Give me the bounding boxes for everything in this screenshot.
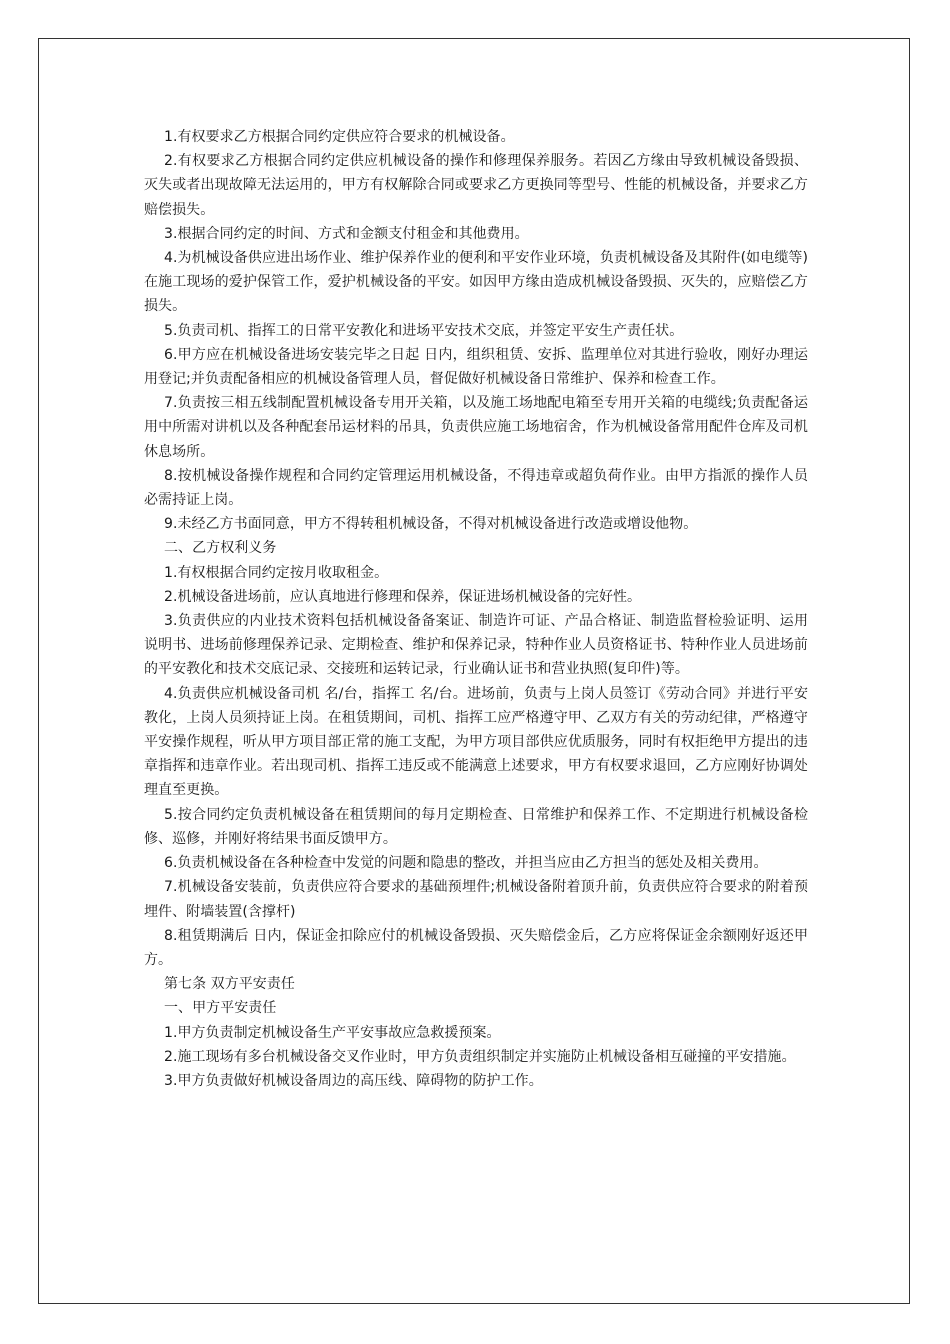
paragraph: 6.甲方应在机械设备进场安装完毕之日起 日内，组织租赁、安拆、监理单位对其进行验收，刚好办理运用登记;并负责配备相应的机械设备管理人员，督促做好机械设备日常维护、保养和检查工作。 xyxy=(144,346,808,388)
paragraph: 7.负责按三相五线制配置机械设备专用开关箱，以及施工场地配电箱至专用开关箱的电缆线;负责配备运用中所需对讲机以及各种配套吊运材料的吊具，负责供应施工场地宿舍，作为机械设备常用配件仓库及司机休息场所。 xyxy=(144,395,808,460)
article-heading: 第七条 双方平安责任 xyxy=(164,976,295,993)
paragraph: 3.负责供应的内业技术资料包括机械设备备案证、制造许可证、产品合格证、制造监督检验证明、运用说明书、进场前修理保养记录、定期检查、维护和保养记录，特种作业人员资格证书、特种作业人员进场前的平安教化和技术交底记录、交接班和运转记录，行业确认证书和营业执照(复印件)等。 xyxy=(144,613,808,678)
paragraph: 6.负责机械设备在各种检查中发觉的问题和隐患的整改，并担当应由乙方担当的惩处及相关费用。 xyxy=(164,855,768,872)
paragraph: 7.机械设备安装前，负责供应符合要求的基础预埋件;机械设备附着顶升前，负责供应符合要求的附着预埋件、附墙装置(含撑杆) xyxy=(144,879,808,920)
paragraph: 3.甲方负责做好机械设备周边的高压线、障碍物的防护工作。 xyxy=(164,1072,543,1089)
section-heading: 一、甲方平安责任 xyxy=(164,1000,277,1017)
paragraph: 2.施工现场有多台机械设备交叉作业时，甲方负责组织制定并实施防止机械设备相互碰撞的平安措施。 xyxy=(164,1048,796,1065)
paragraph: 5.按合同约定负责机械设备在租赁期间的每月定期检查、日常维护和保养工作、不定期进行机械设备检修、巡修，并刚好将结果书面反馈甲方。 xyxy=(144,806,808,847)
paragraph: 2.机械设备进场前，应认真地进行修理和保养，保证进场机械设备的完好性。 xyxy=(164,588,642,605)
paragraph: 3.根据合同约定的时间、方式和金额支付租金和其他费用。 xyxy=(164,225,529,242)
paragraph: 2.有权要求乙方根据合同约定供应机械设备的操作和修理保养服务。若因乙方缘由导致机械设备毁损、灭失或者出现故障无法运用的，甲方有权解除合同或要求乙方更换同等型号、性能的机械设备，并要求乙方赔偿损失。 xyxy=(144,153,808,218)
paragraph: 4.负责供应机械设备司机 名/台，指挥工 名/台。进场前，负责与上岗人员签订《劳动合同》并进行平安教化，上岗人员须持证上岗。在租赁期间，司机、指挥工应严格遵守甲、乙双方有关的劳动纪律，严格遵守平安操作规程，听从甲方项目部正常的施工支配，为甲方项目部供应优质服务，同时有权拒绝甲方提出的违章指挥和违章作业。若出现司机、指挥工违反或不能满意上述要求，甲方有权要求退回，乙方应刚好协调处理直至更换。 xyxy=(144,685,808,799)
paragraph: 4.为机械设备供应进出场作业、维护保养作业的便利和平安作业环境，负责机械设备及其附件(如电缆等)在施工现场的爱护保管工作，爱护机械设备的平安。如因甲方缘由造成机械设备毁损、灭失的，应赔偿乙方损失。 xyxy=(144,250,808,315)
paragraph: 1.甲方负责制定机械设备生产平安事故应急救援预案。 xyxy=(164,1024,501,1041)
paragraph: 9.未经乙方书面同意，甲方不得转租机械设备，不得对机械设备进行改造或增设他物。 xyxy=(164,516,698,533)
paragraph: 8.按机械设备操作规程和合同约定管理运用机械设备，不得违章或超负荷作业。由甲方指派的操作人员必需持证上岗。 xyxy=(144,467,808,509)
paragraph: 8.租赁期满后 日内，保证金扣除应付的机械设备毁损、灭失赔偿金后，乙方应将保证金余额刚好返还甲方。 xyxy=(144,927,808,968)
section-heading: 二、乙方权利义务 xyxy=(164,540,277,557)
document-body xyxy=(144,125,808,1093)
paragraph: 1.有权根据合同约定按月收取租金。 xyxy=(164,564,389,581)
paragraph: 5.负责司机、指挥工的日常平安教化和进场平安技术交底，并签定平安生产责任状。 xyxy=(164,322,684,339)
paragraph: 1.有权要求乙方根据合同约定供应符合要求的机械设备。 xyxy=(164,129,515,145)
